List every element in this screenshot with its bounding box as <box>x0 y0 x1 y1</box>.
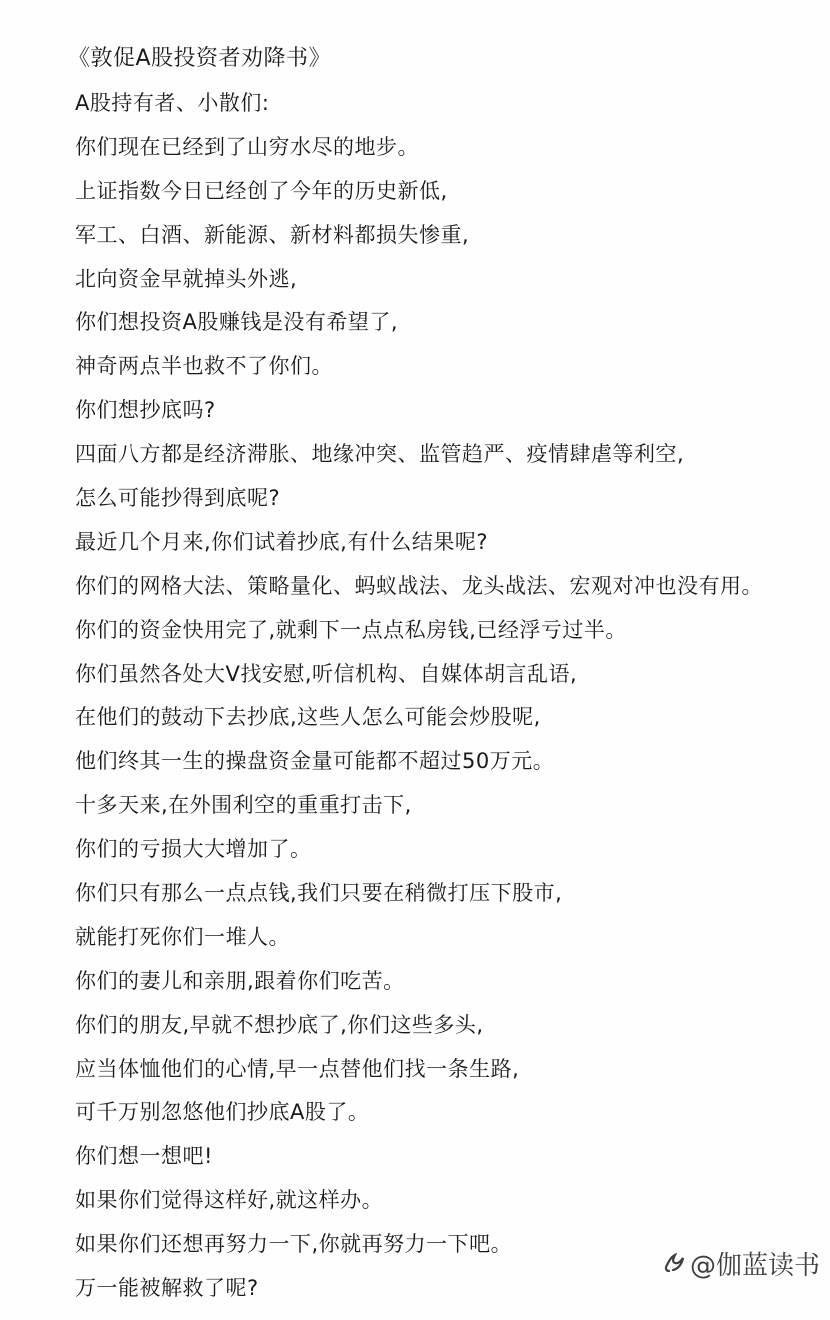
text-line: 四面八方都是经济滞胀、地缘冲突、监管趋严、疫情肆虐等利空, <box>75 442 685 467</box>
text-line: 万一能被解救了呢? <box>75 1276 259 1301</box>
text-line: 你们的网格大法、策略量化、蚂蚁战法、龙头战法、宏观对冲也没有用。 <box>75 573 763 598</box>
watermark-text: @伽蓝读书 <box>689 1251 820 1281</box>
text-line: 最近几个月来,你们试着抄底,有什么结果呢? <box>75 529 488 554</box>
text-line: 你们想投资A股赚钱是没有希望了, <box>75 310 399 335</box>
text-line: 你们现在已经到了山穷水尽的地步。 <box>75 134 419 159</box>
text-line: 你们想抄底吗? <box>75 398 216 423</box>
text-line: 你们的资金快用完了,就剩下一点点私房钱,已经浮亏过半。 <box>75 617 627 642</box>
text-line: 北向资金早就掉头外逃, <box>75 266 298 291</box>
document-body <box>75 88 763 1317</box>
text-line: 你们的朋友,早就不想抄底了,你们这些多头, <box>75 1012 484 1037</box>
text-line: 神奇两点半也救不了你们。 <box>75 354 333 379</box>
text-line: 你们虽然各处大V找安慰,听信机构、自媒体胡言乱语, <box>75 661 578 686</box>
text-line: 他们终其一生的操盘资金量可能都不超过50万元。 <box>75 749 555 774</box>
text-line: 你们的亏损大大增加了。 <box>75 837 312 862</box>
text-line: 上证指数今日已经创了今年的历史新低, <box>75 178 448 203</box>
document-title: 《敦促A股投资者劝降书》 <box>68 46 332 71</box>
zhihu-logo-icon <box>662 1251 688 1277</box>
text-line: 你们只有那么一点点钱,我们只要在稍微打压下股市, <box>75 881 563 906</box>
text-line: 如果你们觉得这样好,就这样办。 <box>75 1188 384 1213</box>
text-line: 应当体恤他们的心情,早一点替他们找一条生路, <box>75 1056 520 1081</box>
text-line: 怎么可能抄得到底呢? <box>75 486 281 511</box>
text-line: 十多天来,在外围利空的重重打击下, <box>75 793 412 818</box>
watermark <box>662 1245 820 1282</box>
text-line: 你们想一想吧! <box>75 1144 213 1169</box>
text-line: 如果你们还想再努力一下,你就再努力一下吧。 <box>75 1232 513 1257</box>
text-line: 就能打死你们一堆人。 <box>75 924 290 949</box>
text-line: 可千万别忽悠他们抄底A股了。 <box>75 1100 370 1125</box>
text-line: 军工、白酒、新能源、新材料都损失惨重, <box>75 222 470 247</box>
text-line: 你们的妻儿和亲朋,跟着你们吃苦。 <box>75 968 405 993</box>
text-line: A股持有者、小散们: <box>75 91 270 115</box>
text-line: 在他们的鼓动下去抄底,这些人怎么可能会炒股呢, <box>75 705 541 730</box>
